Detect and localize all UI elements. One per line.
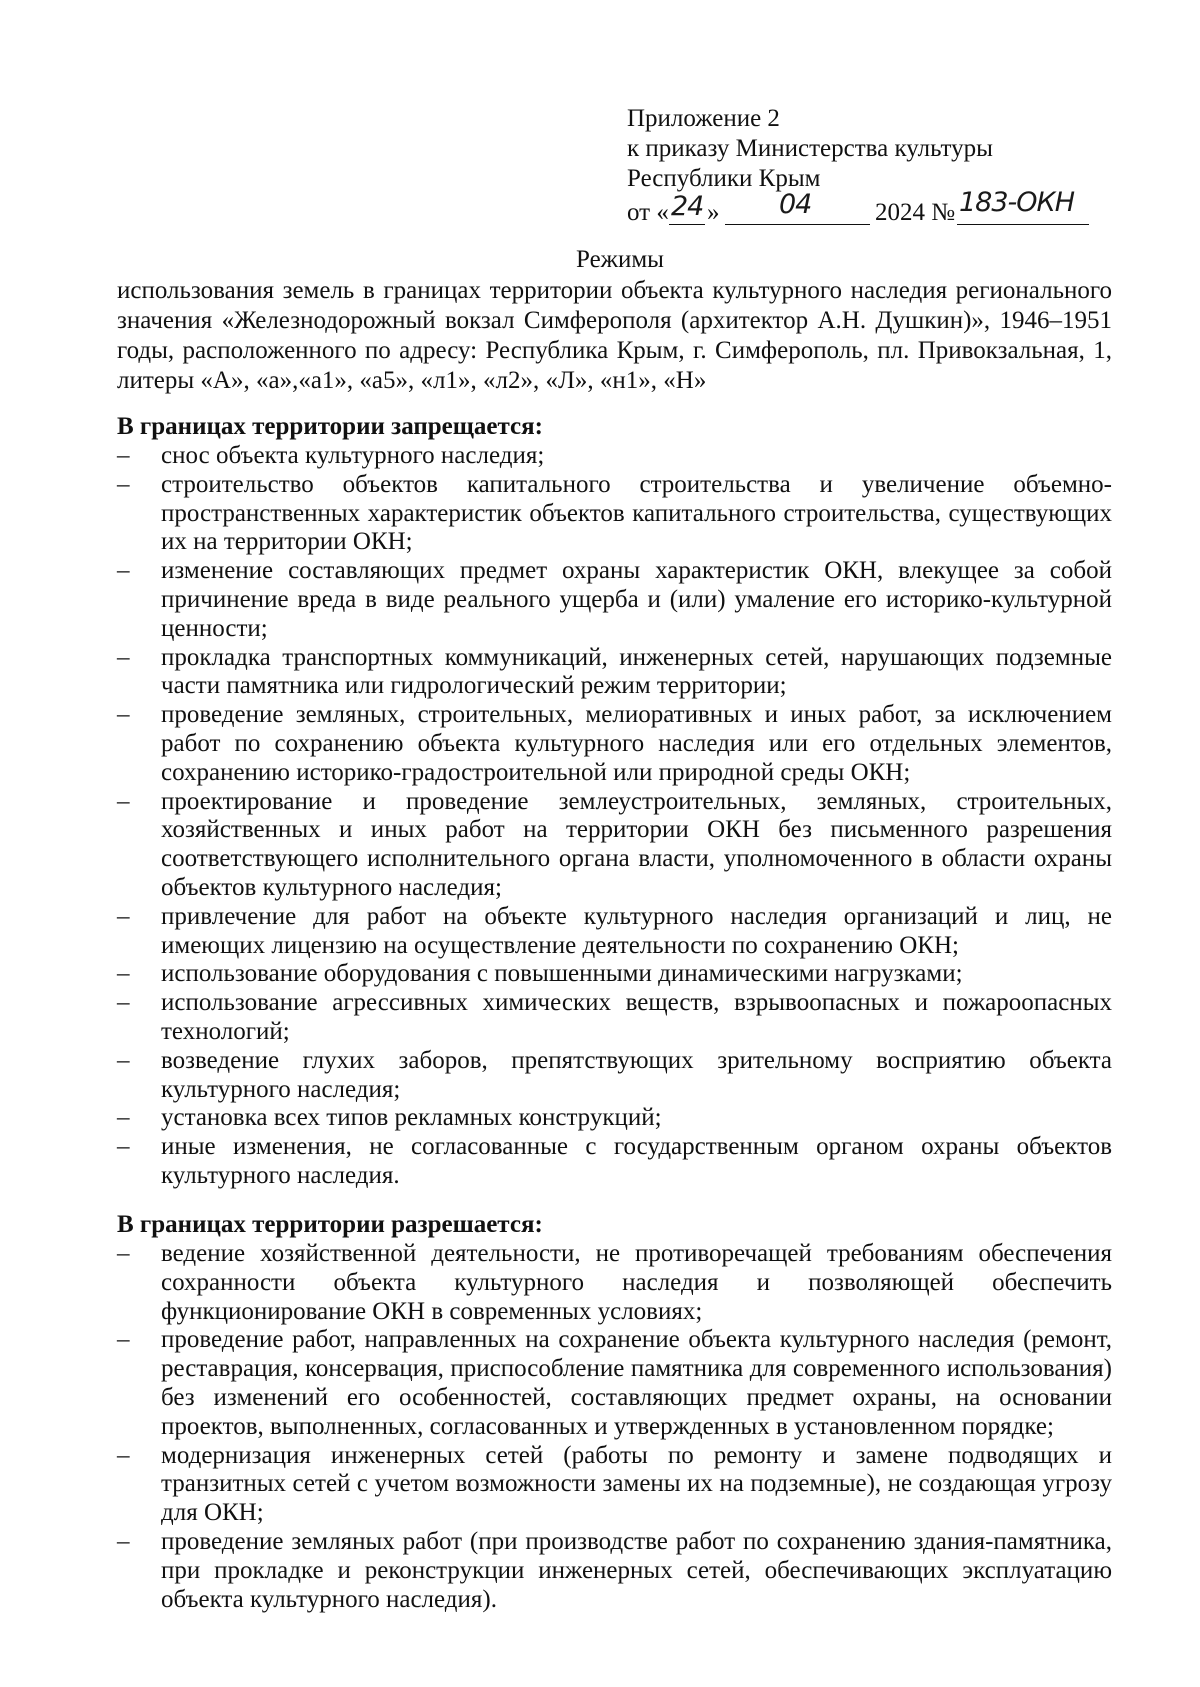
month-underline [725,224,870,225]
handwritten-day: 24 [671,191,704,222]
permitted-section [117,1210,1112,1614]
list-item: – проведение земляных работ (при производстве работ по сохранению здания-памятника, при прокладке и реконструкции инженерных сетей, обеспечивающих эксплуатацию объекта культурного наследия). [117,1528,1112,1614]
handwritten-month: 04 [779,189,812,220]
date-prefix: от « [627,199,669,226]
permitted-heading: В границах территории разрешается: [117,1211,543,1238]
list-item: – проектирование и проведение землеустроительных, земляных, строительных, хозяйственных и иных работ на территории ОКН без письменного разрешения соответствующего исполнительного органа власти, уполномоченного в области охраны объектов культурного наследия; [117,788,1112,903]
handwritten-number: 183-ОКН [959,187,1075,218]
order-date-line [627,187,1097,230]
document-title: Режимы [576,246,664,273]
list-item: – привлечение для работ на объекте культурного наследия организаций и лиц, не имеющих лицензию на осуществление деятельности по сохранению ОКН; [117,903,1112,961]
list-item: – ведение хозяйственной деятельности, не противоречащей требованиям обеспечения сохранности объекта культурного наследия и позволяющей обеспечить функционирование ОКН в современных условиях; [117,1240,1112,1326]
number-underline [957,224,1089,225]
day-underline [669,224,705,225]
document-subtitle: использования земель в границах территории объекта культурного наследия регионального значения «Железнодорожный вокзал Симферополя (архитектор А.Н. Душкин)», 1946–1951 годы, расположенного по адресу: Республика Крым, г. Симферополь, пл. Привокзальная, 1, литеры «А», «а»,«а1», «а5», «л1», «л2», «Л», «н1», «Н» [117,277,1112,394]
list-item: – прокладка транспортных коммуникаций, инженерных сетей, нарушающих подземные части памятника или гидрологический режим территории; [117,644,1112,702]
list-item: – проведение работ, направленных на сохранение объекта культурного наследия (ремонт, реставрация, консервация, приспособление памятника для современного использования) без изменений его особенностей, составляющих предмет охраны, на основании проектов, выполненных, согласованных и утвержденных в установленном порядке; [117,1326,1112,1441]
prohibited-section [117,412,1112,1191]
list-item: – использование агрессивных химических веществ, взрывоопасных и пожароопасных технологий; [117,989,1112,1047]
prohibited-heading: В границах территории запрещается: [117,413,544,440]
list-item: – изменение составляющих предмет охраны характеристик ОКН, влекущее за собой причинение вреда в виде реального ущерба и (или) умаление его историко-культурной ценности; [117,557,1112,643]
list-item: – строительство объектов капитального строительства и увеличение объемно-пространственных характеристик объектов капитального строительства, существующих их на территории ОКН; [117,471,1112,557]
date-year-label: 2024 № [875,199,956,226]
order-reference: к приказу Министерства культуры [627,135,993,162]
issuer-region: Республики Крым [627,165,821,192]
prohibited-list [117,442,1112,1191]
appendix-header [627,104,1097,230]
date-day-close: » [707,199,720,226]
permitted-list [117,1240,1112,1614]
list-item: – модернизация инженерных сетей (работы по ремонту и замене подводящих и транзитных сетей с учетом возможности замены их на подземные), не создающая угрозу для ОКН; [117,1442,1112,1528]
list-item: – проведение земляных, строительных, мелиоративных и иных работ, за исключением работ по сохранению объекта культурного наследия или его отдельных элементов, сохранению историко-градостроительной или природной среды ОКН; [117,701,1112,787]
list-item: – снос объекта культурного наследия; [117,442,1112,471]
list-item: – установка всех типов рекламных конструкций; [117,1104,1112,1133]
list-item: – использование оборудования с повышенными динамическими нагрузками; [117,960,1112,989]
list-item: – иные изменения, не согласованные с государственным органом охраны объектов культурного наследия. [117,1133,1112,1191]
appendix-label: Приложение 2 [627,105,780,132]
list-item: – возведение глухих заборов, препятствующих зрительному восприятию объекта культурного наследия; [117,1047,1112,1105]
